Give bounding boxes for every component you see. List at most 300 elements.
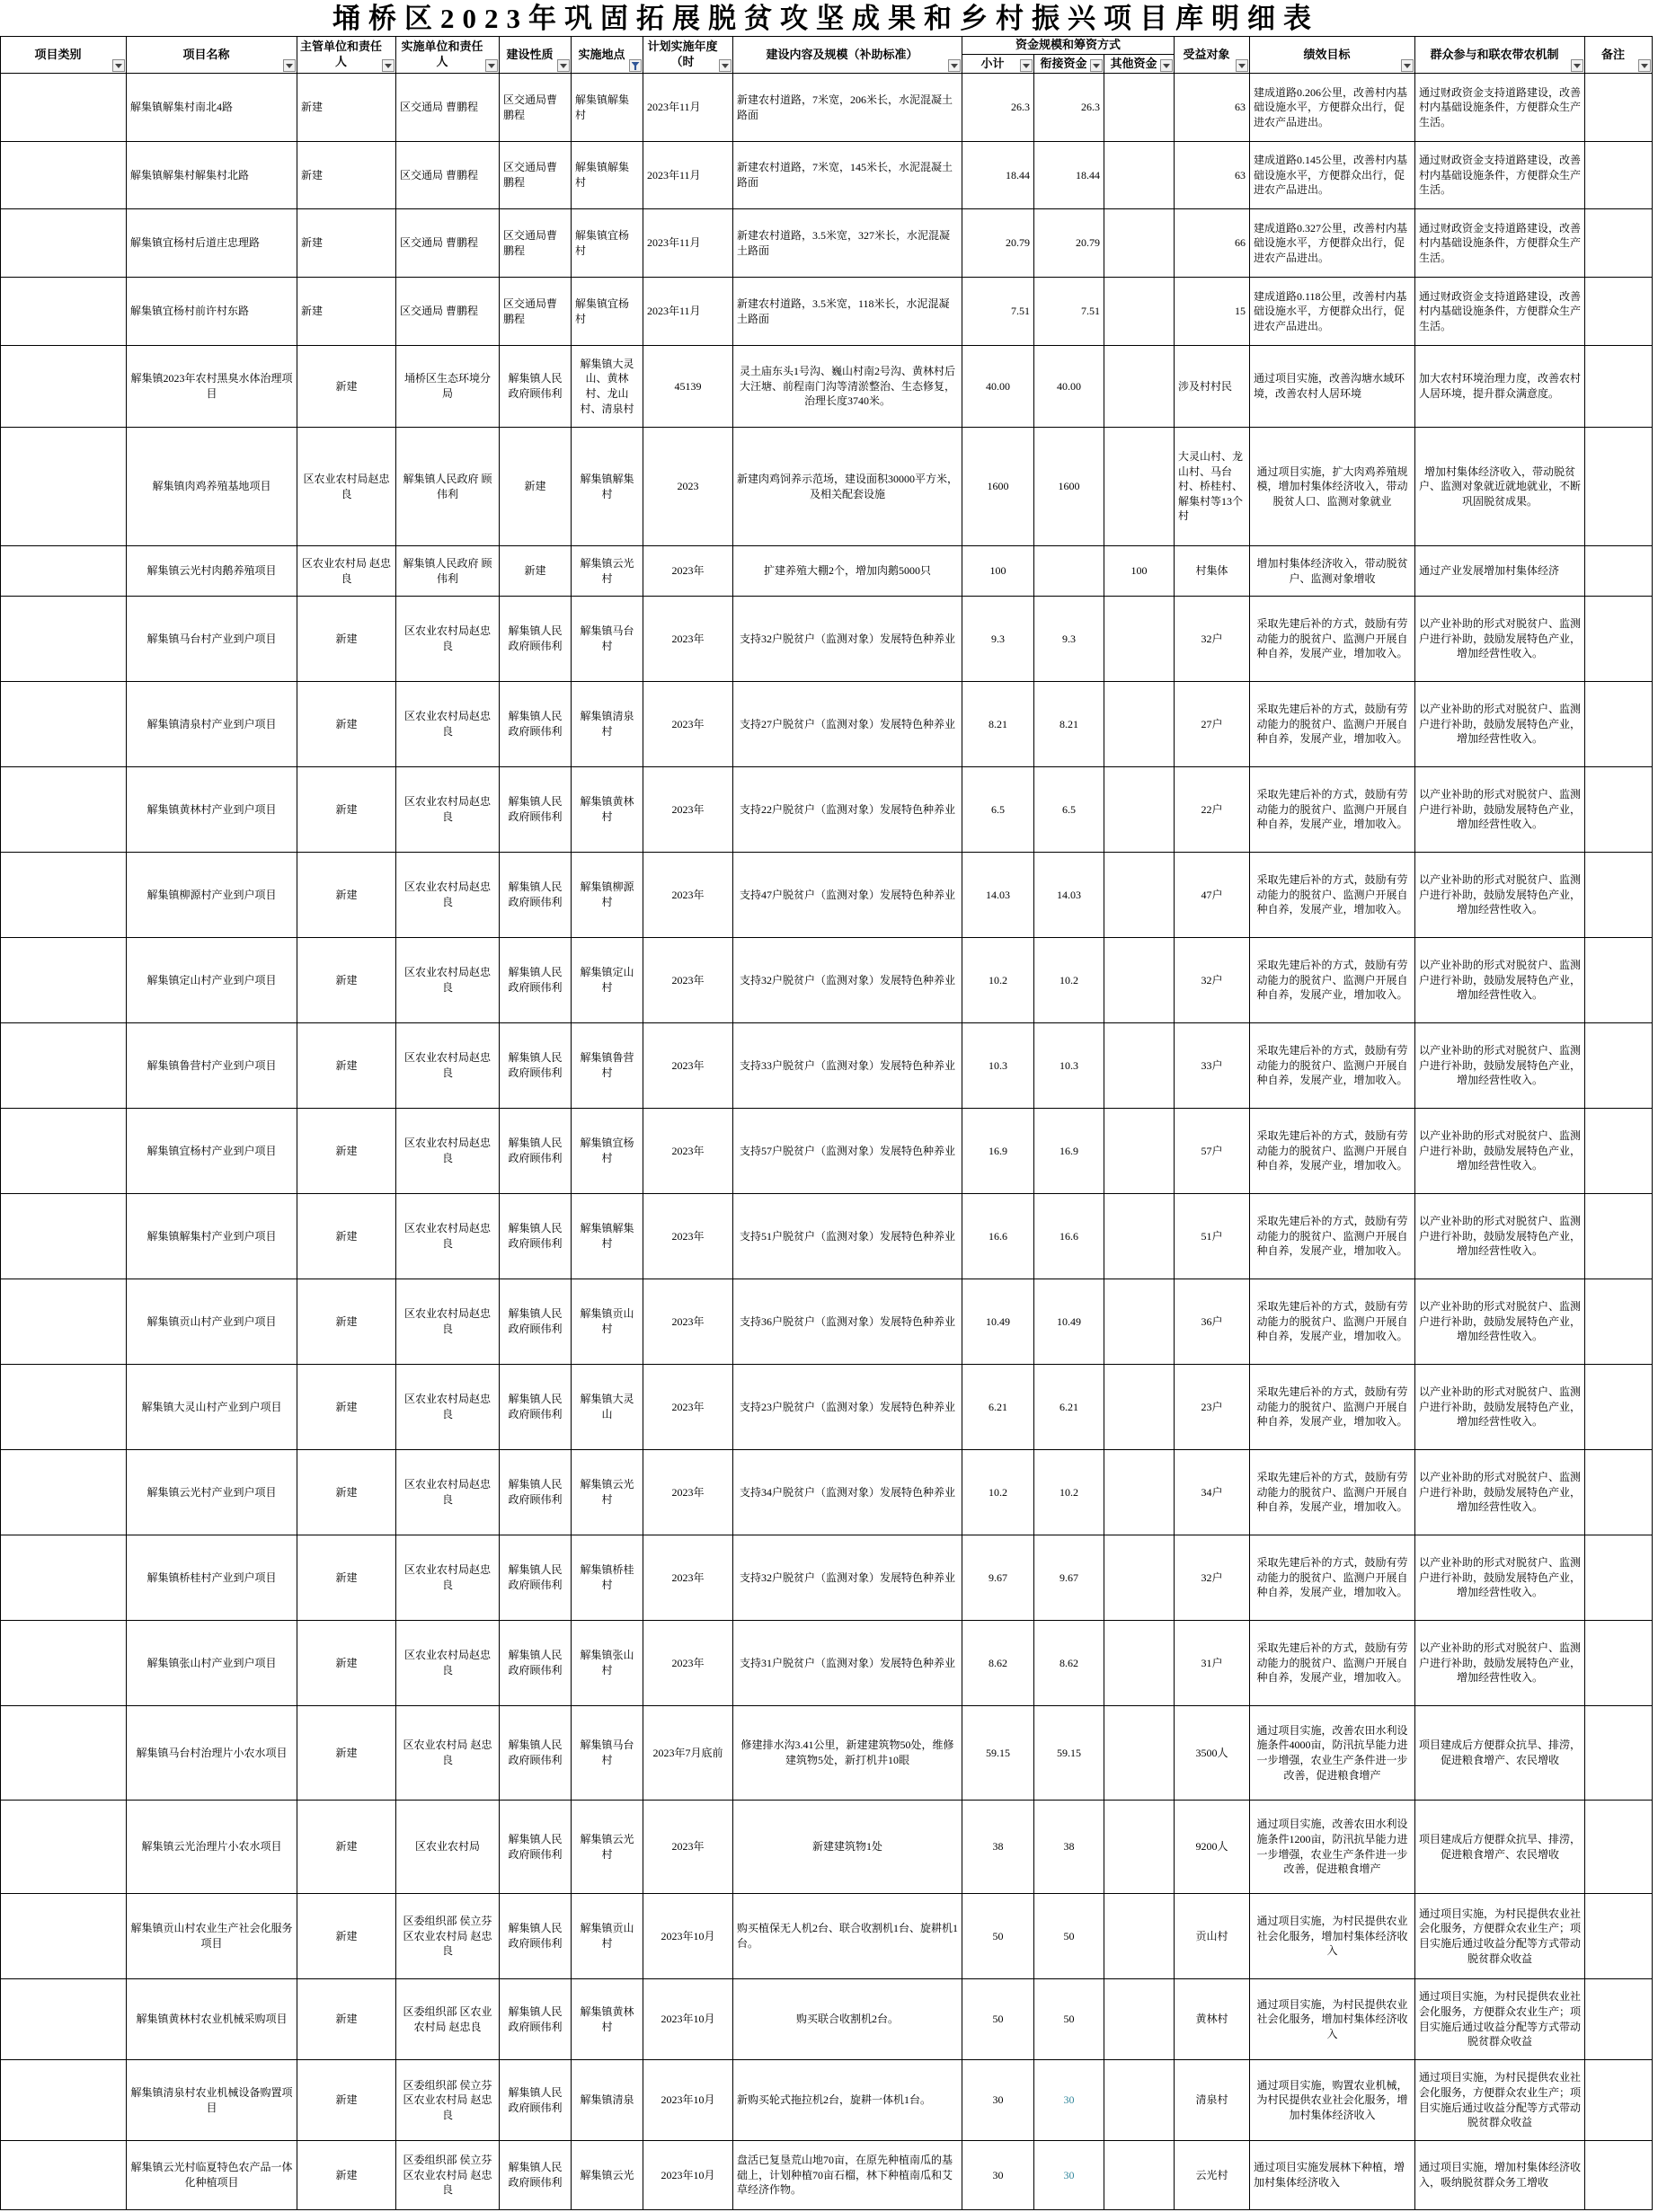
table-cell[interactable]: 以产业补助的形式对脱贫户、监测户进行补助，鼓励发展特色产业，增加经营性收入。 — [1415, 1194, 1585, 1279]
table-cell[interactable]: 解集镇宜杨村 — [572, 278, 643, 346]
table-cell[interactable]: 支持33户脱贫户（监测对象）发展特色种养业 — [733, 1023, 962, 1109]
table-cell[interactable]: 解集镇解集村产业到户项目 — [127, 1194, 297, 1279]
table-cell[interactable]: 支持22户脱贫户（监测对象）发展特色种养业 — [733, 767, 962, 853]
table-cell[interactable] — [1104, 1365, 1175, 1450]
table-cell[interactable]: 2023年10月 — [643, 1894, 733, 1979]
table-cell[interactable]: 云光村 — [1175, 2141, 1250, 2210]
table-cell[interactable]: 2023年 — [643, 1801, 733, 1894]
table-cell[interactable]: 支持31户脱贫户（监测对象）发展特色种养业 — [733, 1621, 962, 1706]
table-cell[interactable]: 38 — [962, 1801, 1034, 1894]
table-cell[interactable]: 解集镇黄林村产业到户项目 — [127, 767, 297, 853]
table-cell[interactable]: 区农业农村局赵忠良 — [396, 597, 500, 682]
table-cell[interactable]: 清泉村 — [1175, 2060, 1250, 2141]
table-cell[interactable]: 区农业农村局 赵忠良 — [396, 1706, 500, 1801]
table-cell[interactable]: 新购买轮式拖拉机2台，旋耕一体机1台。 — [733, 2060, 962, 2141]
table-cell[interactable]: 2023年 — [643, 1621, 733, 1706]
table-cell[interactable]: 新建农村道路，7米宽，206米长，水泥混凝土路面 — [733, 74, 962, 142]
table-cell[interactable]: 解集镇云光村临夏特色农产品一体化种植项目 — [127, 2141, 297, 2210]
table-cell[interactable]: 新建 — [297, 1621, 396, 1706]
table-cell[interactable] — [1, 597, 127, 682]
table-cell[interactable]: 50 — [1034, 1979, 1104, 2060]
table-cell[interactable]: 新建 — [297, 1801, 396, 1894]
table-cell[interactable]: 解集镇人民政府 顾伟利 — [396, 428, 500, 546]
table-cell[interactable]: 14.03 — [1034, 853, 1104, 938]
table-cell[interactable]: 新建农村道路，7米宽，145米长，水泥混凝土路面 — [733, 142, 962, 209]
table-cell[interactable]: 以产业补助的形式对脱贫户、监测户进行补助，鼓励发展特色产业，增加经营性收入。 — [1415, 1621, 1585, 1706]
table-cell[interactable]: 解集镇解集村 — [572, 428, 643, 546]
table-cell[interactable]: 10.49 — [1034, 1279, 1104, 1365]
table-cell[interactable]: 解集镇人民政府顾伟利 — [500, 853, 572, 938]
table-cell[interactable] — [1, 346, 127, 428]
table-cell[interactable]: 9.3 — [1034, 597, 1104, 682]
table-cell[interactable]: 18.44 — [962, 142, 1034, 209]
table-cell[interactable]: 8.21 — [962, 682, 1034, 767]
table-cell[interactable] — [1104, 1801, 1175, 1894]
table-cell[interactable]: 6.21 — [1034, 1365, 1104, 1450]
filter-arrow-icon[interactable] — [112, 59, 125, 72]
table-cell[interactable]: 区农业农村局赵忠良 — [396, 1621, 500, 1706]
table-cell[interactable] — [1, 2141, 127, 2210]
table-cell[interactable]: 解集镇云光村产业到户项目 — [127, 1450, 297, 1535]
table-cell[interactable]: 支持23户脱贫户（监测对象）发展特色种养业 — [733, 1365, 962, 1450]
filter-arrow-icon[interactable] — [948, 59, 961, 72]
table-cell[interactable]: 通过项目实施，为村民提供农业社会化服务，增加村集体经济收入 — [1250, 1979, 1415, 2060]
table-cell[interactable]: 2023年 — [643, 1535, 733, 1621]
table-cell[interactable] — [1, 938, 127, 1023]
filter-arrow-icon[interactable] — [382, 59, 395, 72]
table-cell[interactable]: 2023年11月 — [643, 142, 733, 209]
table-cell[interactable] — [1, 2060, 127, 2141]
table-cell[interactable]: 50 — [962, 1894, 1034, 1979]
table-cell[interactable]: 解集镇人民政府顾伟利 — [500, 767, 572, 853]
table-cell[interactable]: 8.62 — [1034, 1621, 1104, 1706]
filter-arrow-icon[interactable] — [1401, 59, 1414, 72]
table-cell[interactable]: 9.3 — [962, 597, 1034, 682]
table-cell[interactable]: 59.15 — [962, 1706, 1034, 1801]
table-cell[interactable]: 2023年10月 — [643, 2060, 733, 2141]
table-cell[interactable]: 7.51 — [962, 278, 1034, 346]
table-cell[interactable]: 10.2 — [1034, 1450, 1104, 1535]
table-cell[interactable]: 新建 — [297, 74, 396, 142]
table-cell[interactable]: 区农业农村局赵忠良 — [396, 682, 500, 767]
table-cell[interactable]: 2023年 — [643, 682, 733, 767]
table-cell[interactable]: 灵土庙东头1号沟、巍山村南2号沟、黄林村后大汪塘、前程南门沟等清淤整治、生态修复，治理长度3740米。 — [733, 346, 962, 428]
table-cell[interactable]: 26.3 — [1034, 74, 1104, 142]
table-cell[interactable]: 32户 — [1175, 938, 1250, 1023]
table-cell[interactable] — [1585, 2060, 1653, 2141]
table-cell[interactable] — [1104, 2060, 1175, 2141]
table-cell[interactable]: 新建 — [500, 428, 572, 546]
table-cell[interactable] — [1585, 1535, 1653, 1621]
filter-arrow-icon[interactable] — [1160, 59, 1173, 72]
table-cell[interactable]: 10.3 — [1034, 1023, 1104, 1109]
table-cell[interactable]: 区农业农村局赵忠良 — [396, 1450, 500, 1535]
table-cell[interactable]: 2023年7月底前 — [643, 1706, 733, 1801]
table-cell[interactable]: 区农业农村局 赵忠良 — [297, 546, 396, 597]
table-cell[interactable]: 以产业补助的形式对脱贫户、监测户进行补助，鼓励发展特色产业，增加经营性收入。 — [1415, 938, 1585, 1023]
table-cell[interactable]: 解集镇人民政府顾伟利 — [500, 346, 572, 428]
table-cell[interactable]: 2023年 — [643, 1365, 733, 1450]
table-cell[interactable]: 采取先建后补的方式，鼓励有劳动能力的脱贫户、监测户开展自种自养，发展产业，增加收入。 — [1250, 1450, 1415, 1535]
table-cell[interactable]: 贡山村 — [1175, 1894, 1250, 1979]
table-cell[interactable]: 采取先建后补的方式，鼓励有劳动能力的脱贫户、监测户开展自种自养，发展产业，增加收入。 — [1250, 597, 1415, 682]
table-cell[interactable]: 区农业农村局赵忠良 — [396, 767, 500, 853]
table-cell[interactable]: 支持51户脱贫户（监测对象）发展特色种养业 — [733, 1194, 962, 1279]
table-cell[interactable]: 解集镇人民政府顾伟利 — [500, 1535, 572, 1621]
table-cell[interactable]: 新建 — [297, 2060, 396, 2141]
table-cell[interactable] — [1585, 1706, 1653, 1801]
table-cell[interactable] — [1585, 1894, 1653, 1979]
table-cell[interactable]: 区交通局曹鹏程 — [500, 209, 572, 278]
table-cell[interactable] — [1, 1450, 127, 1535]
table-cell[interactable]: 解集镇宜杨村前许村东路 — [127, 278, 297, 346]
table-cell[interactable] — [1, 142, 127, 209]
table-cell[interactable]: 以产业补助的形式对脱贫户、监测户进行补助，鼓励发展特色产业，增加经营性收入。 — [1415, 1023, 1585, 1109]
table-cell[interactable] — [1104, 1535, 1175, 1621]
table-cell[interactable]: 9.67 — [1034, 1535, 1104, 1621]
table-cell[interactable]: 区交通局 曹鹏程 — [396, 209, 500, 278]
table-cell[interactable]: 新建 — [297, 767, 396, 853]
table-cell[interactable] — [1585, 278, 1653, 346]
table-cell[interactable] — [1104, 2141, 1175, 2210]
table-cell[interactable] — [1585, 1621, 1653, 1706]
table-cell[interactable]: 新建 — [297, 142, 396, 209]
table-cell[interactable] — [1104, 682, 1175, 767]
table-cell[interactable]: 2023年 — [643, 1109, 733, 1194]
table-cell[interactable]: 新建 — [297, 1109, 396, 1194]
table-cell[interactable] — [1, 209, 127, 278]
table-cell[interactable] — [1104, 346, 1175, 428]
table-cell[interactable]: 解集镇贡山村 — [572, 1894, 643, 1979]
filter-arrow-icon[interactable] — [1571, 59, 1583, 72]
table-cell[interactable]: 2023年 — [643, 1450, 733, 1535]
table-cell[interactable]: 16.6 — [962, 1194, 1034, 1279]
table-cell[interactable]: 6.5 — [962, 767, 1034, 853]
table-cell[interactable]: 黄林村 — [1175, 1979, 1250, 2060]
table-cell[interactable] — [1104, 597, 1175, 682]
table-cell[interactable]: 采取先建后补的方式，鼓励有劳动能力的脱贫户、监测户开展自种自养，发展产业，增加收入。 — [1250, 682, 1415, 767]
table-cell[interactable]: 2023年 — [643, 938, 733, 1023]
table-cell[interactable]: 村集体 — [1175, 546, 1250, 597]
table-cell[interactable]: 32户 — [1175, 597, 1250, 682]
table-cell[interactable]: 34户 — [1175, 1450, 1250, 1535]
table-cell[interactable]: 解集镇2023年农村黑臭水体治理项目 — [127, 346, 297, 428]
table-cell[interactable] — [1585, 546, 1653, 597]
table-cell[interactable]: 区农业农村局赵忠良 — [297, 428, 396, 546]
table-cell[interactable] — [1585, 209, 1653, 278]
table-cell[interactable]: 33户 — [1175, 1023, 1250, 1109]
table-cell[interactable]: 10.3 — [962, 1023, 1034, 1109]
table-cell[interactable]: 解集镇解集村 — [572, 142, 643, 209]
table-cell[interactable]: 解集镇大灵山、黄林村、龙山村、清泉村 — [572, 346, 643, 428]
table-cell[interactable]: 解集镇人民政府顾伟利 — [500, 2141, 572, 2210]
table-cell[interactable]: 2023年 — [643, 1194, 733, 1279]
table-cell[interactable]: 32户 — [1175, 1535, 1250, 1621]
table-cell[interactable]: 新建 — [297, 682, 396, 767]
table-cell[interactable]: 解集镇肉鸡养殖基地项目 — [127, 428, 297, 546]
table-cell[interactable]: 采取先建后补的方式，鼓励有劳动能力的脱贫户、监测户开展自种自养，发展产业，增加收入。 — [1250, 938, 1415, 1023]
table-cell[interactable]: 51户 — [1175, 1194, 1250, 1279]
table-cell[interactable]: 2023年 — [643, 597, 733, 682]
table-cell[interactable]: 解集镇定山村 — [572, 938, 643, 1023]
table-cell[interactable]: 47户 — [1175, 853, 1250, 938]
table-cell[interactable] — [1, 278, 127, 346]
table-cell[interactable]: 区交通局 曹鹏程 — [396, 278, 500, 346]
table-cell[interactable] — [1, 1621, 127, 1706]
table-cell[interactable]: 解集镇清泉村产业到户项目 — [127, 682, 297, 767]
table-cell[interactable]: 通过财政资金支持道路建设，改善村内基础设施条件，方便群众生产生活。 — [1415, 74, 1585, 142]
table-cell[interactable]: 通过项目实施，增加村集体经济收入，吸纳脱贫群众务工增收 — [1415, 2141, 1585, 2210]
table-cell[interactable] — [1585, 1801, 1653, 1894]
table-cell[interactable]: 解集镇人民政府顾伟利 — [500, 597, 572, 682]
table-cell[interactable]: 采取先建后补的方式，鼓励有劳动能力的脱贫户、监测户开展自种自养，发展产业，增加收入。 — [1250, 1023, 1415, 1109]
table-cell[interactable]: 2023年 — [643, 767, 733, 853]
table-cell[interactable] — [1104, 1023, 1175, 1109]
table-cell[interactable]: 14.03 — [962, 853, 1034, 938]
table-cell[interactable]: 30 — [962, 2060, 1034, 2141]
table-cell[interactable]: 2023年11月 — [643, 209, 733, 278]
table-cell[interactable]: 解集镇宜杨村 — [572, 209, 643, 278]
table-cell[interactable]: 解集镇解集村解集村北路 — [127, 142, 297, 209]
table-cell[interactable]: 新建 — [297, 1023, 396, 1109]
table-cell[interactable] — [1034, 546, 1104, 597]
col-header-linkage-funds[interactable] — [1034, 55, 1104, 74]
table-cell[interactable]: 26.3 — [962, 74, 1034, 142]
table-cell[interactable] — [1104, 1109, 1175, 1194]
table-cell[interactable] — [1, 74, 127, 142]
filter-arrow-icon[interactable] — [719, 59, 731, 72]
table-cell[interactable]: 通过项目实施，改善农田水利设施条件1200亩，防汛抗旱能力进一步增强，农业生产条件进一步改善，促进粮食增产 — [1250, 1801, 1415, 1894]
table-cell[interactable]: 解集镇人民政府顾伟利 — [500, 1979, 572, 2060]
table-cell[interactable]: 项目建成后方便群众抗旱、排涝，促进粮食增产、农民增收 — [1415, 1706, 1585, 1801]
table-cell[interactable]: 通过财政资金支持道路建设，改善村内基础设施条件，方便群众生产生活。 — [1415, 142, 1585, 209]
table-cell[interactable] — [1104, 1450, 1175, 1535]
table-cell[interactable] — [1104, 1194, 1175, 1279]
table-cell[interactable]: 2023年11月 — [643, 74, 733, 142]
table-cell[interactable] — [1104, 853, 1175, 938]
table-cell[interactable]: 新建 — [297, 1279, 396, 1365]
table-cell[interactable] — [1104, 209, 1175, 278]
table-cell[interactable]: 新建 — [297, 209, 396, 278]
table-cell[interactable]: 解集镇云光村 — [572, 546, 643, 597]
table-cell[interactable] — [1, 1279, 127, 1365]
table-cell[interactable]: 支持32户脱贫户（监测对象）发展特色种养业 — [733, 1535, 962, 1621]
table-cell[interactable]: 通过项目实施，为村民提供农业社会化服务，方便群众农业生产；项目实施后通过收益分配等方式带动脱贫群众收益 — [1415, 1979, 1585, 2060]
col-header-subtotal[interactable] — [962, 55, 1034, 74]
table-cell[interactable]: 区农业农村局赵忠良 — [396, 1109, 500, 1194]
table-cell[interactable]: 解集镇人民政府顾伟利 — [500, 682, 572, 767]
table-cell[interactable] — [1104, 428, 1175, 546]
table-cell[interactable]: 购买联合收割机2台。 — [733, 1979, 962, 2060]
table-cell[interactable]: 通过项目实施，改善沟塘水域环境，改善农村人居环境 — [1250, 346, 1415, 428]
table-cell[interactable]: 解集镇云光治理片小农水项目 — [127, 1801, 297, 1894]
table-cell[interactable]: 解集镇人民政府顾伟利 — [500, 1365, 572, 1450]
table-cell[interactable] — [1104, 767, 1175, 853]
table-cell[interactable]: 解集镇马台村 — [572, 597, 643, 682]
table-cell[interactable]: 27户 — [1175, 682, 1250, 767]
table-cell[interactable]: 修建排水沟3.41公里，新建建筑物50处，维修建筑物5处，新打机井10眼 — [733, 1706, 962, 1801]
table-cell[interactable]: 6.21 — [962, 1365, 1034, 1450]
table-cell[interactable]: 解集镇解集村南北4路 — [127, 74, 297, 142]
table-cell[interactable]: 20.79 — [1034, 209, 1104, 278]
table-cell[interactable]: 区农业农村局 — [396, 1801, 500, 1894]
col-header-beneficiaries[interactable] — [1175, 37, 1250, 74]
filter-arrow-icon[interactable] — [1020, 59, 1033, 72]
table-cell[interactable] — [1585, 853, 1653, 938]
filter-arrow-icon[interactable] — [557, 59, 570, 72]
table-cell[interactable]: 解集镇马台村治理片小农水项目 — [127, 1706, 297, 1801]
table-cell[interactable] — [1, 1109, 127, 1194]
table-cell[interactable]: 50 — [962, 1979, 1034, 2060]
table-cell[interactable]: 9200人 — [1175, 1801, 1250, 1894]
table-cell[interactable]: 区农业农村局赵忠良 — [396, 1194, 500, 1279]
table-cell[interactable]: 以产业补助的形式对脱贫户、监测户进行补助，鼓励发展特色产业，增加经营性收入。 — [1415, 1365, 1585, 1450]
table-cell[interactable]: 63 — [1175, 74, 1250, 142]
table-cell[interactable] — [1, 1706, 127, 1801]
table-cell[interactable]: 区农业农村局赵忠良 — [396, 1023, 500, 1109]
table-cell[interactable] — [1585, 1023, 1653, 1109]
table-cell[interactable]: 解集镇云光村肉鹅养殖项目 — [127, 546, 297, 597]
table-cell[interactable]: 1600 — [1034, 428, 1104, 546]
table-cell[interactable]: 36户 — [1175, 1279, 1250, 1365]
table-cell[interactable]: 解集镇人民政府顾伟利 — [500, 1023, 572, 1109]
table-cell[interactable] — [1, 1194, 127, 1279]
col-header-construction-nature[interactable] — [500, 37, 572, 74]
table-cell[interactable]: 解集镇人民政府顾伟利 — [500, 1706, 572, 1801]
table-cell[interactable]: 采取先建后补的方式，鼓励有劳动能力的脱贫户、监测户开展自种自养，发展产业，增加收入。 — [1250, 1365, 1415, 1450]
table-cell[interactable]: 新建农村道路，3.5米宽，118米长，水泥混凝土路面 — [733, 278, 962, 346]
table-cell[interactable] — [1, 853, 127, 938]
table-cell[interactable]: 增加村集体经济收入，带动脱贫户、监测对象就近就地就业，不断巩固脱贫成果。 — [1415, 428, 1585, 546]
table-cell[interactable]: 解集镇云光村 — [572, 1801, 643, 1894]
table-cell[interactable]: 1600 — [962, 428, 1034, 546]
table-cell[interactable] — [1585, 142, 1653, 209]
table-cell[interactable] — [1, 1365, 127, 1450]
table-cell[interactable]: 涉及村村民 — [1175, 346, 1250, 428]
table-cell[interactable]: 解集镇人民政府顾伟利 — [500, 938, 572, 1023]
table-cell[interactable]: 建成道路0.118公里，改善村内基础设施水平，方便群众出行，促进农产品进出。 — [1250, 278, 1415, 346]
filter-arrow-icon[interactable] — [1236, 59, 1248, 72]
table-cell[interactable]: 采取先建后补的方式，鼓励有劳动能力的脱贫户、监测户开展自种自养，发展产业，增加收入。 — [1250, 1621, 1415, 1706]
table-cell[interactable] — [1104, 1621, 1175, 1706]
table-cell[interactable] — [1, 682, 127, 767]
table-cell[interactable]: 支持57户脱贫户（监测对象）发展特色种养业 — [733, 1109, 962, 1194]
table-cell[interactable]: 16.9 — [1034, 1109, 1104, 1194]
table-cell[interactable]: 2023年10月 — [643, 1979, 733, 2060]
table-cell[interactable]: 解集镇柳源村 — [572, 853, 643, 938]
table-cell[interactable]: 18.44 — [1034, 142, 1104, 209]
table-cell[interactable]: 以产业补助的形式对脱贫户、监测户进行补助，鼓励发展特色产业，增加经营性收入。 — [1415, 1450, 1585, 1535]
table-cell[interactable]: 新建农村道路，3.5米宽，327米长，水泥混凝土路面 — [733, 209, 962, 278]
table-cell[interactable]: 区委组织部 侯立芬 区农业农村局 赵忠良 — [396, 1894, 500, 1979]
table-cell[interactable] — [1585, 767, 1653, 853]
table-cell[interactable]: 通过产业发展增加村集体经济 — [1415, 546, 1585, 597]
table-cell[interactable]: 新建 — [297, 1706, 396, 1801]
col-header-planned-year[interactable] — [643, 37, 733, 74]
table-cell[interactable]: 63 — [1175, 142, 1250, 209]
table-cell[interactable]: 10.49 — [962, 1279, 1034, 1365]
table-cell[interactable] — [1104, 938, 1175, 1023]
table-cell[interactable] — [1104, 1894, 1175, 1979]
table-cell[interactable]: 解集镇马台村产业到户项目 — [127, 597, 297, 682]
table-cell[interactable]: 22户 — [1175, 767, 1250, 853]
table-cell[interactable]: 30 — [1034, 2141, 1104, 2210]
table-cell[interactable]: 解集镇人民政府顾伟利 — [500, 1194, 572, 1279]
table-cell[interactable]: 区交通局 曹鹏程 — [396, 74, 500, 142]
table-cell[interactable] — [1, 1894, 127, 1979]
table-cell[interactable]: 57户 — [1175, 1109, 1250, 1194]
table-cell[interactable]: 以产业补助的形式对脱贫户、监测户进行补助，鼓励发展特色产业，增加经营性收入。 — [1415, 597, 1585, 682]
table-cell[interactable]: 解集镇贡山村 — [572, 1279, 643, 1365]
table-cell[interactable]: 解集镇人民政府顾伟利 — [500, 1450, 572, 1535]
table-cell[interactable]: 解集镇解集村 — [572, 74, 643, 142]
table-cell[interactable]: 解集镇宜杨村 — [572, 1109, 643, 1194]
table-cell[interactable]: 新建 — [500, 546, 572, 597]
table-cell[interactable]: 解集镇云光村 — [572, 1450, 643, 1535]
col-header-project-name[interactable] — [127, 37, 297, 74]
table-cell[interactable]: 解集镇鲁营村 — [572, 1023, 643, 1109]
table-cell[interactable]: 解集镇人民政府顾伟利 — [500, 1109, 572, 1194]
table-cell[interactable]: 31户 — [1175, 1621, 1250, 1706]
filter-arrow-icon[interactable] — [1638, 59, 1651, 72]
table-cell[interactable]: 2023 — [643, 428, 733, 546]
table-cell[interactable]: 16.9 — [962, 1109, 1034, 1194]
table-cell[interactable] — [1104, 142, 1175, 209]
table-cell[interactable]: 区委组织部 侯立芬 区农业农村局 赵忠良 — [396, 2141, 500, 2210]
col-header-supervising-unit[interactable] — [297, 37, 396, 74]
table-cell[interactable]: 加大农村环境治理力度，改善农村人居环境，提升群众满意度。 — [1415, 346, 1585, 428]
table-cell[interactable]: 66 — [1175, 209, 1250, 278]
table-cell[interactable]: 解集镇张山村 — [572, 1621, 643, 1706]
table-cell[interactable] — [1, 546, 127, 597]
table-cell[interactable]: 解集镇柳源村产业到户项目 — [127, 853, 297, 938]
table-cell[interactable]: 新建 — [297, 597, 396, 682]
table-cell[interactable]: 通过项目实施，为村民提供农业社会化服务，增加村集体经济收入 — [1250, 1894, 1415, 1979]
table-cell[interactable]: 10.2 — [1034, 938, 1104, 1023]
table-cell[interactable]: 采取先建后补的方式，鼓励有劳动能力的脱贫户、监测户开展自种自养，发展产业，增加收入。 — [1250, 1535, 1415, 1621]
table-cell[interactable]: 解集镇张山村产业到户项目 — [127, 1621, 297, 1706]
table-cell[interactable]: 解集镇清泉 — [572, 2060, 643, 2141]
table-cell[interactable] — [1104, 1979, 1175, 2060]
table-cell[interactable]: 38 — [1034, 1801, 1104, 1894]
table-cell[interactable]: 2023年 — [643, 1279, 733, 1365]
table-cell[interactable]: 通过项目实施，为村民提供农业社会化服务，方便群众农业生产；项目实施后通过收益分配等方式带动脱贫群众收益 — [1415, 1894, 1585, 1979]
table-cell[interactable]: 新建 — [297, 1450, 396, 1535]
table-cell[interactable]: 解集镇人民政府顾伟利 — [500, 1279, 572, 1365]
table-cell[interactable]: 区委组织部 侯立芬 区农业农村局 赵忠良 — [396, 2060, 500, 2141]
table-cell[interactable]: 以产业补助的形式对脱贫户、监测户进行补助，鼓励发展特色产业，增加经营性收入。 — [1415, 682, 1585, 767]
table-cell[interactable]: 采取先建后补的方式，鼓励有劳动能力的脱贫户、监测户开展自种自养，发展产业，增加收入。 — [1250, 1109, 1415, 1194]
table-cell[interactable]: 解集镇宜杨村产业到户项目 — [127, 1109, 297, 1194]
table-cell[interactable] — [1585, 1450, 1653, 1535]
filter-arrow-icon[interactable] — [1090, 59, 1103, 72]
table-cell[interactable]: 3500人 — [1175, 1706, 1250, 1801]
col-header-remarks[interactable] — [1585, 37, 1653, 74]
table-cell[interactable]: 20.79 — [962, 209, 1034, 278]
filter-arrow-icon[interactable] — [283, 59, 296, 72]
table-cell[interactable]: 解集镇人民政府顾伟利 — [500, 1621, 572, 1706]
table-cell[interactable]: 通过项目实施发展林下种植，增加村集体经济收入 — [1250, 2141, 1415, 2210]
filter-funnel-icon[interactable] — [629, 59, 642, 72]
table-cell[interactable]: 8.21 — [1034, 682, 1104, 767]
table-cell[interactable]: 7.51 — [1034, 278, 1104, 346]
col-header-other-funds[interactable] — [1104, 55, 1175, 74]
filter-arrow-icon[interactable] — [485, 59, 498, 72]
table-cell[interactable]: 2023年 — [643, 546, 733, 597]
table-cell[interactable]: 支持32户脱贫户（监测对象）发展特色种养业 — [733, 938, 962, 1023]
table-cell[interactable]: 区农业农村局赵忠良 — [396, 1535, 500, 1621]
table-cell[interactable]: 通过财政资金支持道路建设，改善村内基础设施条件，方便群众生产生活。 — [1415, 209, 1585, 278]
